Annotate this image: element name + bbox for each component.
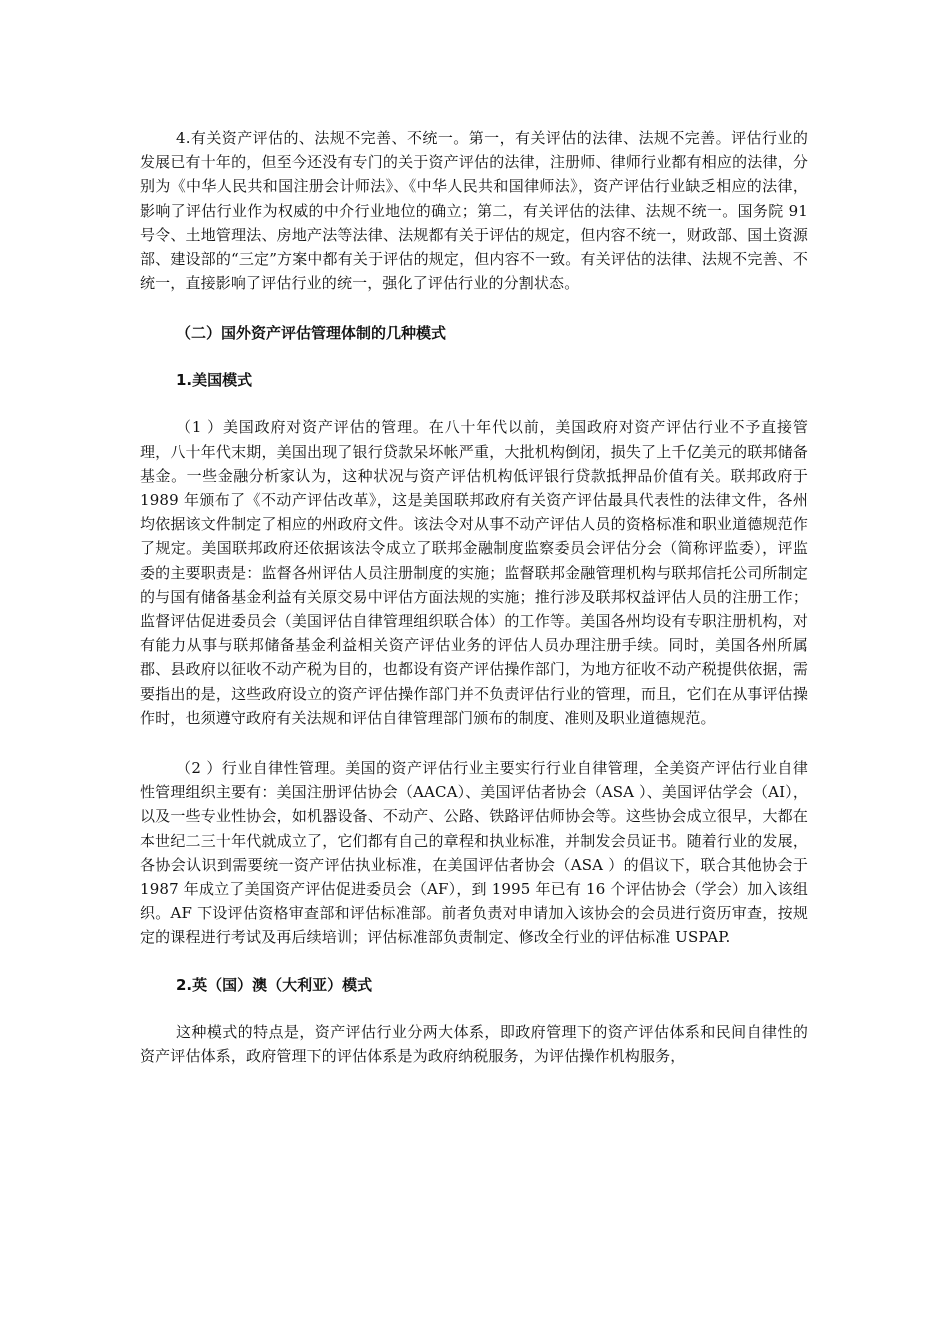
section-heading-foreign-models: （二）国外资产评估管理体制的几种模式 [176,324,447,343]
document-page [140,126,808,1068]
paragraph-us-government: （1 ）美国政府对资产评估的管理。在八十年代以前，美国政府对资产评估行业不予直接管理，八十年代末期，美国出现了银行贷款呆坏帐严重，大批机构倒闭，损失了上千亿美元的联邦储备基金。一些金融分析家认为，这种状况与资产评估机构低评银行贷款抵押品价值有关。联邦政府于 1989 年颁布了《不动产评估改革》，这是美国联邦政府有关资产评估最具代表性的法律文件，各州均依据该文件制定了相应的州政府文件。该法令对从事不动产评估人员的资格标准和职业道德规范作了规定。美国联邦政府还依据该法令成立了联邦金融制度监察委员会评估分会（简称评监委），评监委的主要职责是：监督各州评估人员注册制度的实施；监督联邦金融管理机构与联邦信托公司所制定的与国有储备基金利益有关原交易中评估方面法规的实施；推行涉及联邦权益评估人员的注册工作；监督评估促进委员会（美国评估自律管理组织联合体）的工作等。美国各州均设有专职注册机构，对有能力从事与联邦储备基金利益相关资产评估业务的评估人员办理注册手续。同时，美国各州所属郡、县政府以征收不动产税为目的，也都设有资产评估操作部门，为地方征收不动产税提供依据，需要指出的是，这些政府设立的资产评估操作部门并不负责评估行业的管理，而且，它们在从事评估操作时，也须遵守政府有关法规和评估自律管理部门颁布的制度、准则及职业道德规范。 [140,418,808,727]
paragraph-uk-au: 这种模式的特点是，资产评估行业分两大体系，即政府管理下的资产评估体系和民间自律性的资产评估体系，政府管理下的评估体系是为政府纳税服务，为评估操作机构服务， [140,1022,808,1065]
paragraph-legal-issues: 4.有关资产评估的、法规不完善、不统一。第一，有关评估的法律、法规不完善。评估行业的发展已有十年的，但至今还没有专门的关于资产评估的法律，注册师、律师行业都有相应的法律，分别为《中华人民共和国注册会计师法》、《中华人民共和国律师法》，资产评估行业缺乏相应的法律，影响了评估行业作为权威的中介行业地位的确立；第二，有关评估的法律、法规不统一。国务院 91 号令、土地管理法、房地产法等法律、法规都有关于评估的规定，但内容不统一，财政部、国土资源部、建设部的“三定”方案中都有关于评估的规定，但内容不一致。有关评估的法律、法规不完善、不统一，直接影响了评估行业的统一，强化了评估行业的分割状态。 [140,129,808,293]
paragraph-us-self-regulation: （2 ）行业自律性管理。美国的资产评估行业主要实行行业自律管理，全美资产评估行业自律性管理组织主要有：美国注册评估协会（AACA）、美国评估者协会（ASA ）、美国评估学会（AI），以及一些专业性协会，如机器设备、不动产、公路、铁路评估师协会等。这些协会成立很早，大都在本世纪二三十年代就成立了，它们都有自己的章程和执业标准，并制发会员证书。随着行业的发展，各协会认识到需要统一资产评估执业标准，在美国评估者协会（ASA ）的倡议下，联合其他协会于 1987 年成立了美国资产评估促进委员会（AF），到 1995 年已有 16 个评估协会（学会）加入该组织。AF 下设评估资格审查部和评估标准部。前者负责对申请加入该协会的会员进行资历审查，按规定的课程进行考试及再后续培训；评估标准部负责制定、修改全行业的评估标准 USPAP. [140,759,808,947]
heading-us-model: 1.美国模式 [176,371,253,390]
heading-uk-au-model: 2.英（国）澳（大利亚）模式 [176,975,373,994]
